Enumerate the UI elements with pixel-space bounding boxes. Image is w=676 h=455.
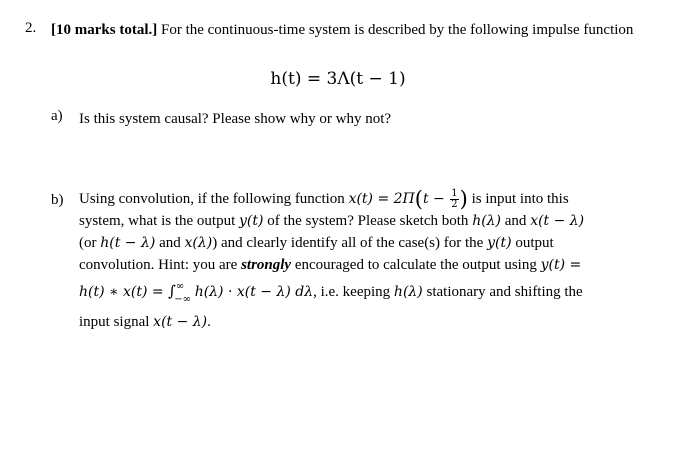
part-b-line-2 [79, 210, 644, 232]
question-marks: [10 marks total.] [51, 22, 158, 38]
text-run: (or [79, 235, 101, 252]
math-output: y(t) [239, 213, 264, 230]
part-b-line-5 [79, 276, 644, 311]
text-run: is input into this [467, 191, 569, 207]
math-convolution: h(t) ∗ x(t) = [79, 284, 169, 301]
question-header [51, 20, 651, 40]
text-run: and [501, 213, 531, 230]
text-run: and [155, 235, 185, 252]
math-output: y(t) [487, 235, 512, 252]
fraction-one-half [450, 189, 458, 210]
math-x-lambda: x(λ) [184, 235, 213, 252]
text-run: ) and clearly identify all of the case(s) for the [212, 235, 488, 252]
math-x-shifted: x(t − λ) [153, 314, 208, 331]
part-a-label: a) [51, 108, 63, 124]
right-paren: ) [459, 187, 468, 211]
text-run: convolution. Hint: you are [79, 257, 242, 274]
text-run: output [511, 235, 554, 252]
impulse-response-equation: h(t) = 3Λ(t − 1) [270, 69, 406, 89]
left-paren: ( [414, 187, 423, 211]
part-b-line-6 [79, 311, 644, 333]
math-integrand: h(λ) · x(t − λ) dλ [194, 284, 314, 301]
part-b-label: b) [51, 192, 64, 208]
integral-upper-limit: ∞ [175, 281, 185, 293]
math-shift: t − [422, 191, 450, 207]
question-intro: For the continuous-time system is described by the following impulse function [160, 22, 634, 38]
text-run: Using convolution, if the following function [79, 191, 349, 207]
part-b-text [79, 188, 644, 333]
part-a-text: Is this system causal? Please show why or why not? [79, 111, 392, 127]
text-run: stationary and shifting the [422, 284, 583, 301]
text-run: input signal [79, 314, 154, 331]
math-h-shifted: h(t − λ) [100, 235, 156, 252]
part-b-line-1 [79, 188, 644, 210]
part-b-line-4 [79, 254, 644, 276]
math-x-shifted: x(t − λ) [530, 213, 585, 230]
fraction-numerator: 1 [451, 188, 458, 200]
text-run: system, what is the output [79, 213, 239, 230]
fraction-denominator: 2 [451, 199, 458, 211]
math-input-function: x(t) = 2Π [348, 191, 415, 207]
part-b-line-3 [79, 232, 644, 254]
question-number: 2. [25, 20, 37, 36]
math-h-lambda: h(λ) [472, 213, 502, 230]
integral-lower-limit: −∞ [174, 294, 191, 306]
text-run: encouraged to calculate the output using [291, 257, 541, 274]
text-run: . [207, 314, 211, 331]
math-output-eq: y(t) = [540, 257, 582, 274]
text-run: of the system? Please sketch both [263, 213, 473, 230]
emphasis-strongly: strongly [241, 257, 292, 274]
integral-sign: ∫ [168, 282, 176, 301]
math-h-lambda: h(λ) [393, 284, 423, 301]
text-run: , i.e. keeping [313, 284, 394, 301]
